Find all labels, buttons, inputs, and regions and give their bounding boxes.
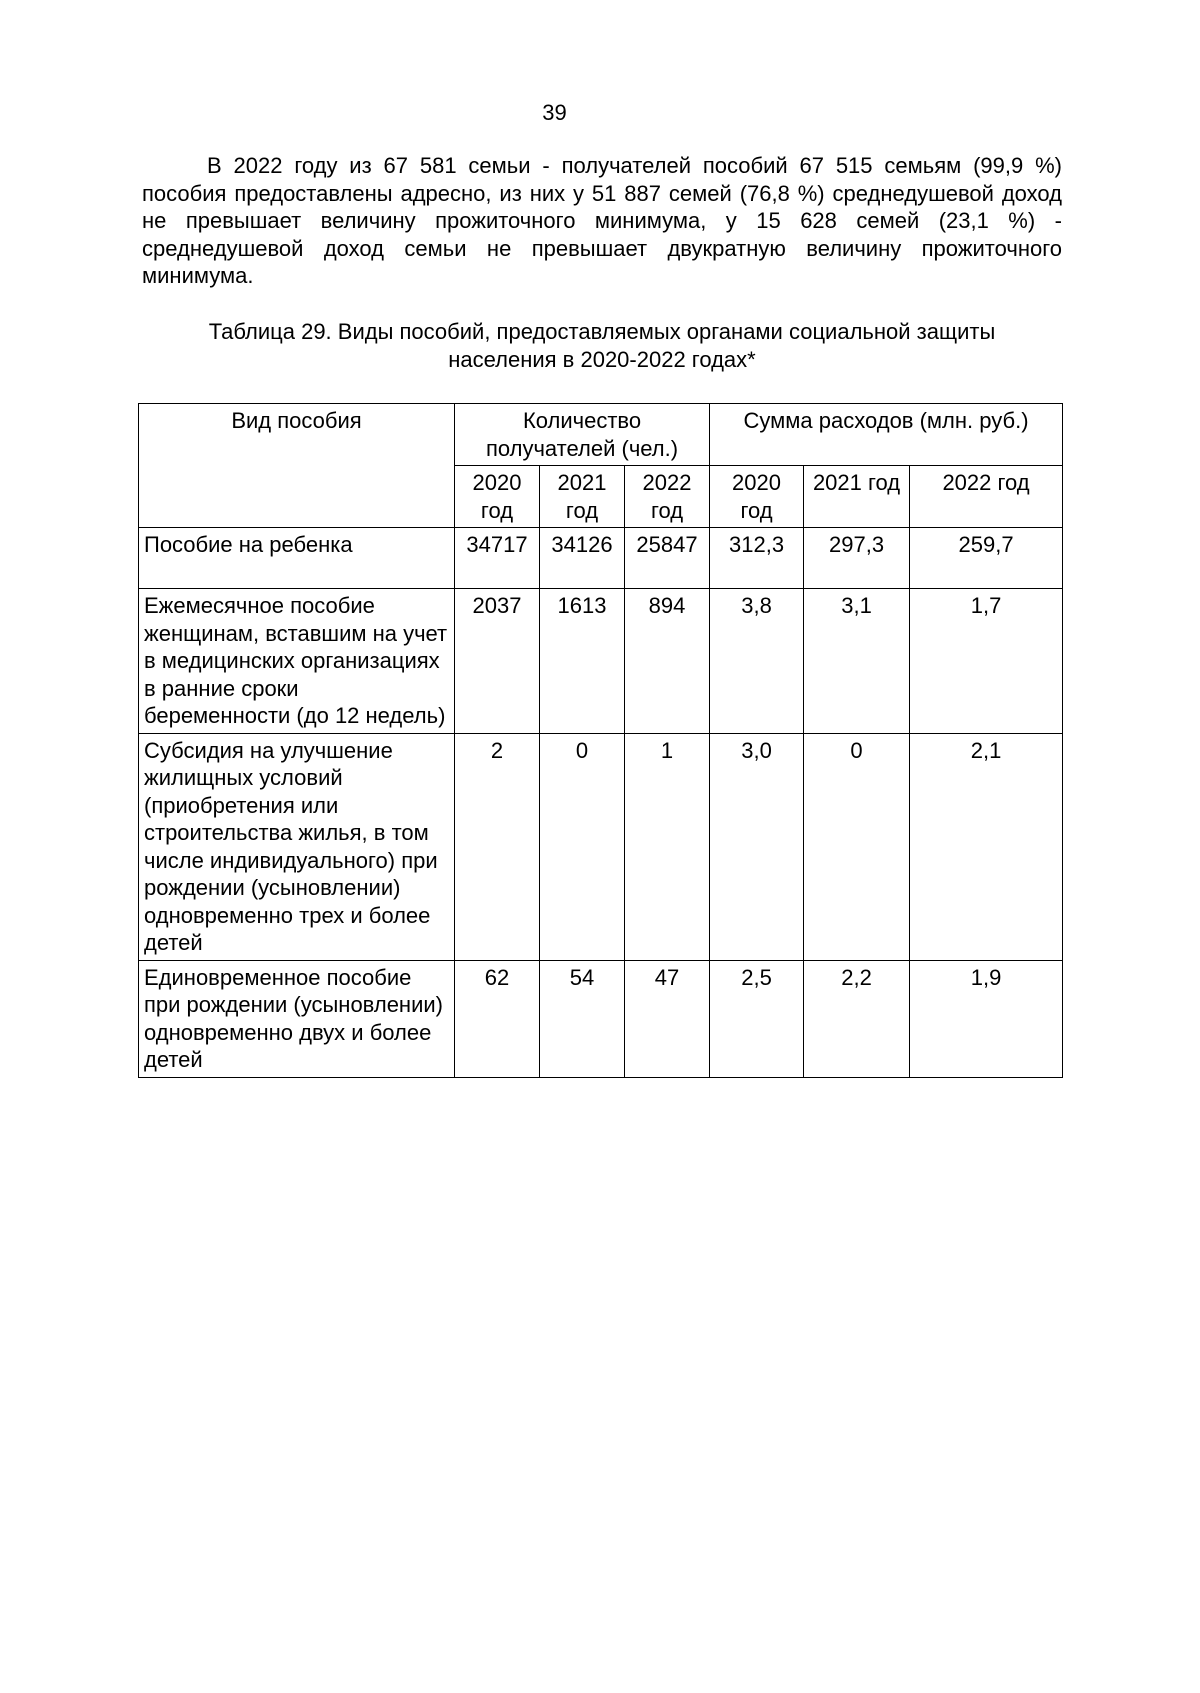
header-type-cell: Вид пособия bbox=[139, 404, 455, 528]
recipients-2021-cell: 34126 bbox=[540, 528, 625, 589]
header-row-1 bbox=[139, 404, 1063, 466]
recipients-2022-cell: 1 bbox=[625, 733, 710, 960]
header-year-count-2020: 2020 год bbox=[455, 466, 540, 528]
recipients-2022-cell: 47 bbox=[625, 960, 710, 1077]
expenses-2021-cell: 3,1 bbox=[804, 589, 910, 734]
expenses-2020-cell: 2,5 bbox=[710, 960, 804, 1077]
recipients-2021-cell: 1613 bbox=[540, 589, 625, 734]
expenses-2020-cell: 3,0 bbox=[710, 733, 804, 960]
recipients-2021-cell: 54 bbox=[540, 960, 625, 1077]
table-row bbox=[139, 528, 1063, 589]
recipients-2020-cell: 34717 bbox=[455, 528, 540, 589]
expenses-2020-cell: 3,8 bbox=[710, 589, 804, 734]
expenses-2021-cell: 2,2 bbox=[804, 960, 910, 1077]
table-row bbox=[139, 733, 1063, 960]
expenses-2020-cell: 312,3 bbox=[710, 528, 804, 589]
expenses-2021-cell: 0 bbox=[804, 733, 910, 960]
header-year-sum-2021: 2021 год bbox=[804, 466, 910, 528]
recipients-2022-cell: 894 bbox=[625, 589, 710, 734]
table-row bbox=[139, 589, 1063, 734]
benefit-type-cell: Субсидия на улучшение жилищных условий (приобретения или строительства жилья, в том числе индивидуального) при рождении (усыновлении) одновременно трех и более детей bbox=[139, 733, 455, 960]
table-caption bbox=[142, 318, 1062, 374]
expenses-2021-cell: 297,3 bbox=[804, 528, 910, 589]
table-caption-line-2: населения в 2020-2022 годах* bbox=[448, 347, 756, 372]
recipients-2021-cell: 0 bbox=[540, 733, 625, 960]
table-row bbox=[139, 960, 1063, 1077]
header-count-cell: Количество получателей (чел.) bbox=[455, 404, 710, 466]
expenses-2022-cell: 1,9 bbox=[910, 960, 1063, 1077]
expenses-2022-cell: 2,1 bbox=[910, 733, 1063, 960]
intro-paragraph: В 2022 году из 67 581 семьи - получателей пособий 67 515 семьям (99,9 %) пособия предоставлены адресно, из них у 51 887 семей (76,8 %) среднедушевой доход не превышает величину прожиточного минимума, у 15 628 семей (23,1 %) - среднедушевой доход семьи не превышает двукратную величину прожиточного минимума. bbox=[142, 153, 1062, 288]
recipients-2022-cell: 25847 bbox=[625, 528, 710, 589]
recipients-2020-cell: 2 bbox=[455, 733, 540, 960]
table-caption-line-1: Таблица 29. Виды пособий, предоставляемых органами социальной защиты bbox=[208, 319, 996, 344]
benefits-table bbox=[138, 403, 1063, 1078]
header-year-sum-2020: 2020 год bbox=[710, 466, 804, 528]
expenses-2022-cell: 1,7 bbox=[910, 589, 1063, 734]
recipients-2020-cell: 62 bbox=[455, 960, 540, 1077]
page-number: 39 bbox=[542, 100, 567, 125]
header-year-count-2022: 2022 год bbox=[625, 466, 710, 528]
benefit-type-cell: Единовременное пособие при рождении (усыновлении) одновременно двух и более детей bbox=[139, 960, 455, 1077]
benefit-type-cell: Пособие на ребенка bbox=[139, 528, 455, 589]
header-year-sum-2022: 2022 год bbox=[910, 466, 1063, 528]
recipients-2020-cell: 2037 bbox=[455, 589, 540, 734]
header-year-count-2021: 2021 год bbox=[540, 466, 625, 528]
header-sum-cell: Сумма расходов (млн. руб.) bbox=[710, 404, 1063, 466]
benefit-type-cell: Ежемесячное пособие женщинам, вставшим на учет в медицинских организациях в ранние сроки беременности (до 12 недель) bbox=[139, 589, 455, 734]
expenses-2022-cell: 259,7 bbox=[910, 528, 1063, 589]
